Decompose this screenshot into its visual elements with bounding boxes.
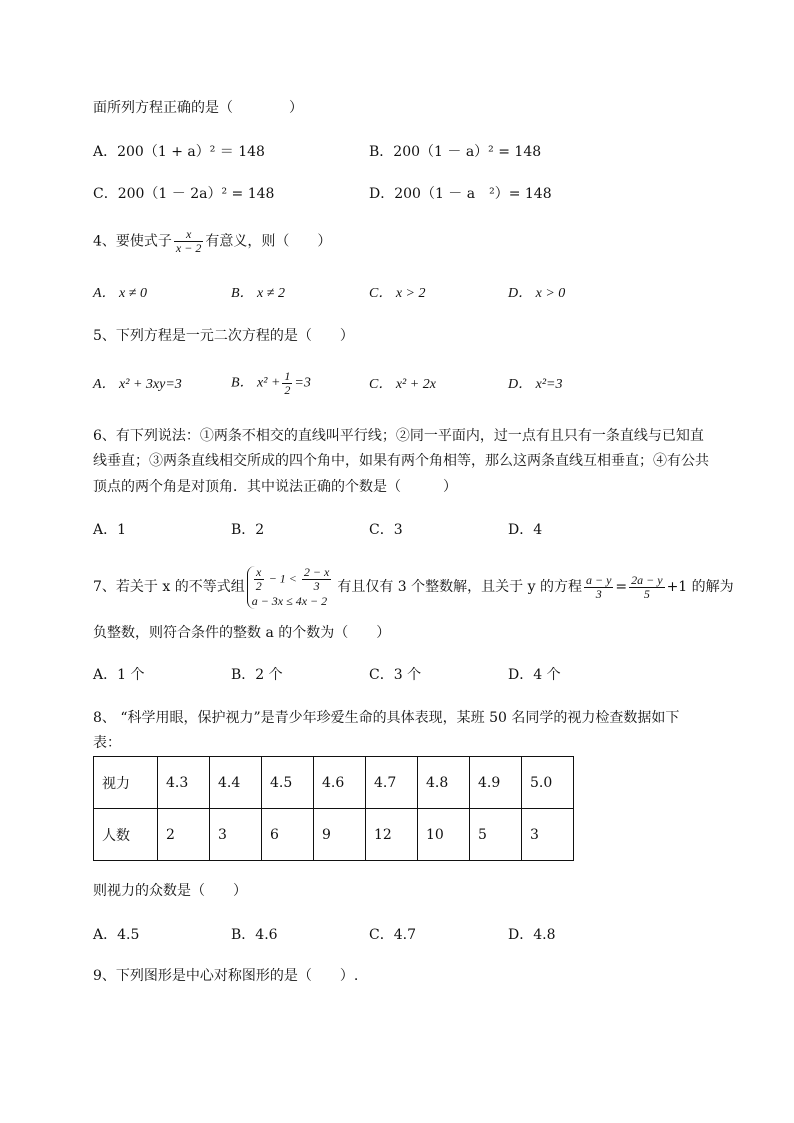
q4-fraction-den: x − 2 — [175, 241, 202, 255]
q5-option-d: D． x²=3 — [508, 377, 563, 392]
q7-option-a: A．1 个 — [93, 667, 145, 683]
table-cell: 2 — [158, 809, 210, 861]
q5-option-c: C． x² + 2x — [369, 377, 436, 392]
table-cell: 视力 — [94, 757, 158, 809]
q7-ineq-2: a − 3x ≤ 4x − 2 — [251, 593, 328, 608]
q4-option-a: A． x ≠ 0 — [93, 286, 147, 301]
q7-ineq-1 — [252, 566, 334, 593]
table-cell: 4.5 — [262, 757, 314, 809]
q8-option-d: D．4.8 — [508, 927, 556, 943]
q7-stem — [93, 562, 734, 612]
q3-stem: 面所列方程正确的是（ ） — [93, 100, 303, 116]
q6-option-b: B．2 — [231, 522, 265, 538]
q4-option-b: B． x ≠ 2 — [231, 286, 285, 301]
q6-option-c: C．3 — [369, 522, 403, 538]
q7-option-b: B．2 个 — [231, 667, 283, 683]
table-cell: 4.6 — [314, 757, 366, 809]
q3-option-d: D．200（1 － a ²）= 148 — [369, 186, 552, 202]
q4-option-c: C． x > 2 — [369, 286, 426, 301]
table-cell: 人数 — [94, 809, 158, 861]
q7-sys1-c: 2 − x — [303, 564, 330, 579]
q8-question: 则视力的众数是（ ） — [93, 883, 247, 899]
table-cell: 4.7 — [366, 757, 418, 809]
table-cell: 4.9 — [470, 757, 522, 809]
q7-eq-num1: a − y — [585, 572, 612, 587]
q6-option-a: A．1 — [93, 522, 127, 538]
q7-sys1-a: x — [254, 566, 264, 580]
q7-eq-tail: +1 的解为 — [666, 579, 734, 595]
table-cell: 5 — [470, 809, 522, 861]
q4-fraction — [174, 228, 203, 255]
q6-line-2: 线垂直；③两条直线相交所成的四个角中，如果有两个角相等，那么这两条直线互相垂直；④有公共 — [93, 453, 709, 469]
table-row — [94, 757, 574, 809]
q3-option-b: B．200（1 － a）² = 148 — [369, 144, 542, 160]
q7-inequality-system — [247, 566, 334, 609]
table-cell: 5.0 — [522, 757, 574, 809]
table-row — [94, 809, 574, 861]
vision-data-table — [93, 756, 574, 861]
q4-stem — [93, 228, 331, 255]
q6-line-1: 6、有下列说法：①两条不相交的直线叫平行线；②同一平面内，过一点有且只有一条直线与已知直 — [93, 428, 704, 444]
q7-mid: 有且仅有 3 个整数解，且关于 y 的方程 — [337, 579, 582, 595]
q7-eq-den1: 3 — [595, 586, 602, 601]
table-cell: 10 — [418, 809, 470, 861]
table-cell: 6 — [262, 809, 314, 861]
table-cell: 3 — [210, 809, 262, 861]
table-cell: 4.3 — [158, 757, 210, 809]
q7-eq-den2: 5 — [643, 586, 650, 601]
q7-option-d: D．4 个 — [508, 667, 561, 683]
q7-eq-equals: = — [615, 579, 628, 595]
q5-b-den: 2 — [284, 383, 291, 397]
q8-option-c: C．4.7 — [369, 927, 416, 943]
q4-option-d: D． x > 0 — [508, 286, 566, 301]
q7-sys1-mid: − 1 < — [265, 570, 300, 585]
q7-prefix: 7、若关于 x 的不等式组 — [93, 579, 245, 595]
q5-option-b — [231, 370, 311, 397]
q7-eq-right — [629, 574, 664, 601]
q9-stem: 9、下列图形是中心对称图形的是（ ）. — [93, 968, 359, 984]
q5-b-num: 1 — [284, 369, 291, 383]
table-cell: 12 — [366, 809, 418, 861]
q6-option-d: D．4 — [508, 522, 543, 538]
q8-line-1: 8、 “科学用眼，保护视力”是青少年珍爱生命的具体表现，某班 50 名同学的视力检查数据如下 — [93, 710, 680, 726]
table-cell: 4.8 — [418, 757, 470, 809]
q7-sys1-b: 2 — [255, 578, 262, 593]
q4-suffix: 有意义，则（ ） — [205, 233, 332, 250]
q6-line-3: 顶点的两个角是对顶角．其中说法正确的个数是（ ） — [93, 479, 457, 495]
q5-b-pre: B． x² + — [231, 375, 281, 391]
q5-b-post: =3 — [294, 375, 311, 391]
q8-line-2: 表： — [93, 735, 121, 751]
q8-option-b: B．4.6 — [231, 927, 278, 943]
q3-option-c: C．200（1 － 2a）² = 148 — [93, 186, 275, 202]
q7-sys1-d: 3 — [313, 578, 320, 593]
q8-option-a: A．4.5 — [93, 927, 140, 943]
table-cell: 4.4 — [210, 757, 262, 809]
table-cell: 9 — [314, 809, 366, 861]
table-cell: 3 — [522, 809, 574, 861]
q3-option-a: A．200（1 + a）² ＝ 148 — [93, 144, 265, 160]
q4-prefix: 4、要使式子 — [93, 233, 172, 250]
q7-line-2: 负整数，则符合条件的整数 a 的个数为（ ） — [93, 625, 391, 641]
q7-eq-num2: 2a − y — [631, 572, 663, 587]
q7-option-c: C．3 个 — [369, 667, 422, 683]
q5-b-fraction — [282, 370, 292, 397]
q7-eq-left — [584, 574, 613, 601]
q4-fraction-num: x — [174, 228, 203, 242]
q5-stem: 5、下列方程是一元二次方程的是（ ） — [93, 328, 354, 344]
q5-option-a: A． x² + 3xy=3 — [93, 377, 182, 392]
